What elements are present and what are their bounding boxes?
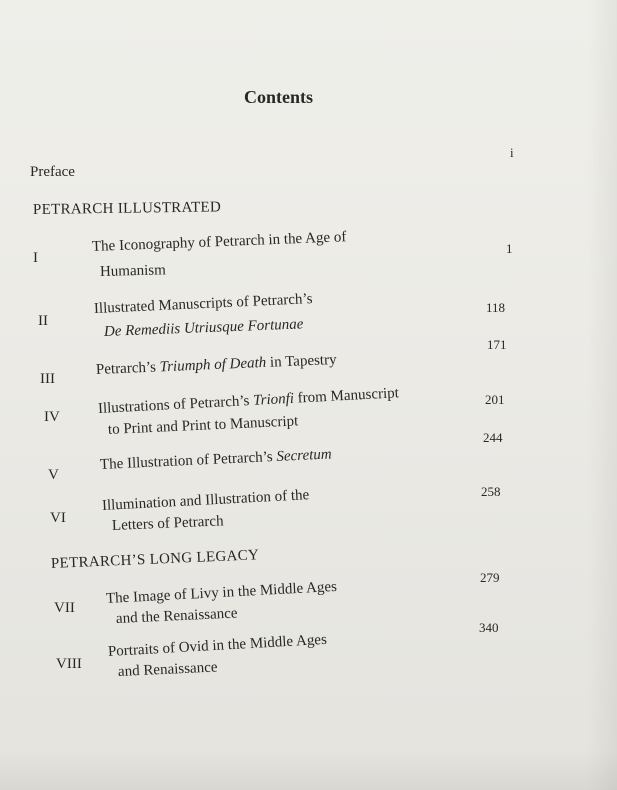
entry-roman-numeral: VIII bbox=[56, 656, 82, 672]
entry-title-italic: Triumph of Death bbox=[159, 354, 267, 376]
entry-roman-numeral: V bbox=[48, 467, 59, 483]
entry-page-number: 340 bbox=[479, 620, 499, 635]
entry-title-line bbox=[100, 445, 332, 474]
page-bottom-edge bbox=[0, 750, 617, 790]
entry-title-line: and Renaissance bbox=[117, 659, 218, 680]
entry-roman-numeral: III bbox=[40, 371, 55, 387]
entry-title-line: Illumination and Illustration of the bbox=[101, 487, 310, 514]
entry-title-part: from Manuscript bbox=[293, 385, 400, 407]
entry-page-number: 171 bbox=[487, 337, 507, 352]
entry-title-line bbox=[96, 351, 337, 379]
entry-roman-numeral: VII bbox=[54, 600, 75, 616]
entry-title-line: Portraits of Ovid in the Middle Ages bbox=[107, 631, 328, 660]
entry-title-line bbox=[104, 315, 304, 341]
entry-title-part: The Illustration of Petrarch’s bbox=[99, 448, 277, 473]
entry-page-number: 118 bbox=[486, 300, 506, 315]
page-shadow bbox=[587, 0, 617, 790]
entry-title-line: and the Renaissance bbox=[115, 605, 238, 627]
preface-label: Preface bbox=[30, 164, 75, 180]
entry-roman-numeral: IV bbox=[44, 409, 60, 425]
entry-page-number: 279 bbox=[480, 570, 500, 585]
entry-title-italic: Secretum bbox=[276, 446, 333, 465]
entry-roman-numeral: VI bbox=[50, 510, 66, 526]
entry-title-italic: Trionfi bbox=[252, 390, 295, 409]
entry-title-part: in Tapestry bbox=[265, 351, 337, 371]
entry-title-italic: De Remediis Utriusque Fortunae bbox=[103, 316, 304, 340]
preface-page-number: i bbox=[510, 145, 514, 160]
entry-title-line: to Print and Print to Manuscript bbox=[107, 413, 299, 438]
entry-title-line bbox=[98, 384, 400, 418]
entry-title-line: The Image of Livy in the Middle Ages bbox=[105, 578, 338, 607]
page-title: Contents bbox=[244, 87, 314, 107]
entry-roman-numeral: I bbox=[33, 250, 38, 266]
entry-page-number: 1 bbox=[506, 241, 513, 256]
entry-page-number: 244 bbox=[483, 430, 503, 445]
entry-title-line: The Iconography of Petrarch in the Age of bbox=[91, 229, 347, 255]
entry-title-part: Petrarch’s bbox=[95, 359, 161, 378]
section-heading-petrarch-illustrated: PETRARCH ILLUSTRATED bbox=[32, 199, 222, 218]
entry-page-number: 201 bbox=[485, 392, 505, 407]
entry-title-part: Illustrations of Petrarch’s bbox=[97, 392, 254, 417]
entry-roman-numeral: II bbox=[38, 313, 48, 329]
entry-title-line: Illustrated Manuscripts of Petrarch’s bbox=[93, 291, 313, 317]
entry-page-number: 258 bbox=[481, 484, 501, 499]
entry-title-line: Humanism bbox=[99, 262, 167, 280]
section-heading-petrarchs-long-legacy: PETRARCH’S LONG LEGACY bbox=[50, 547, 260, 572]
entry-title-line: Letters of Petrarch bbox=[111, 513, 224, 534]
